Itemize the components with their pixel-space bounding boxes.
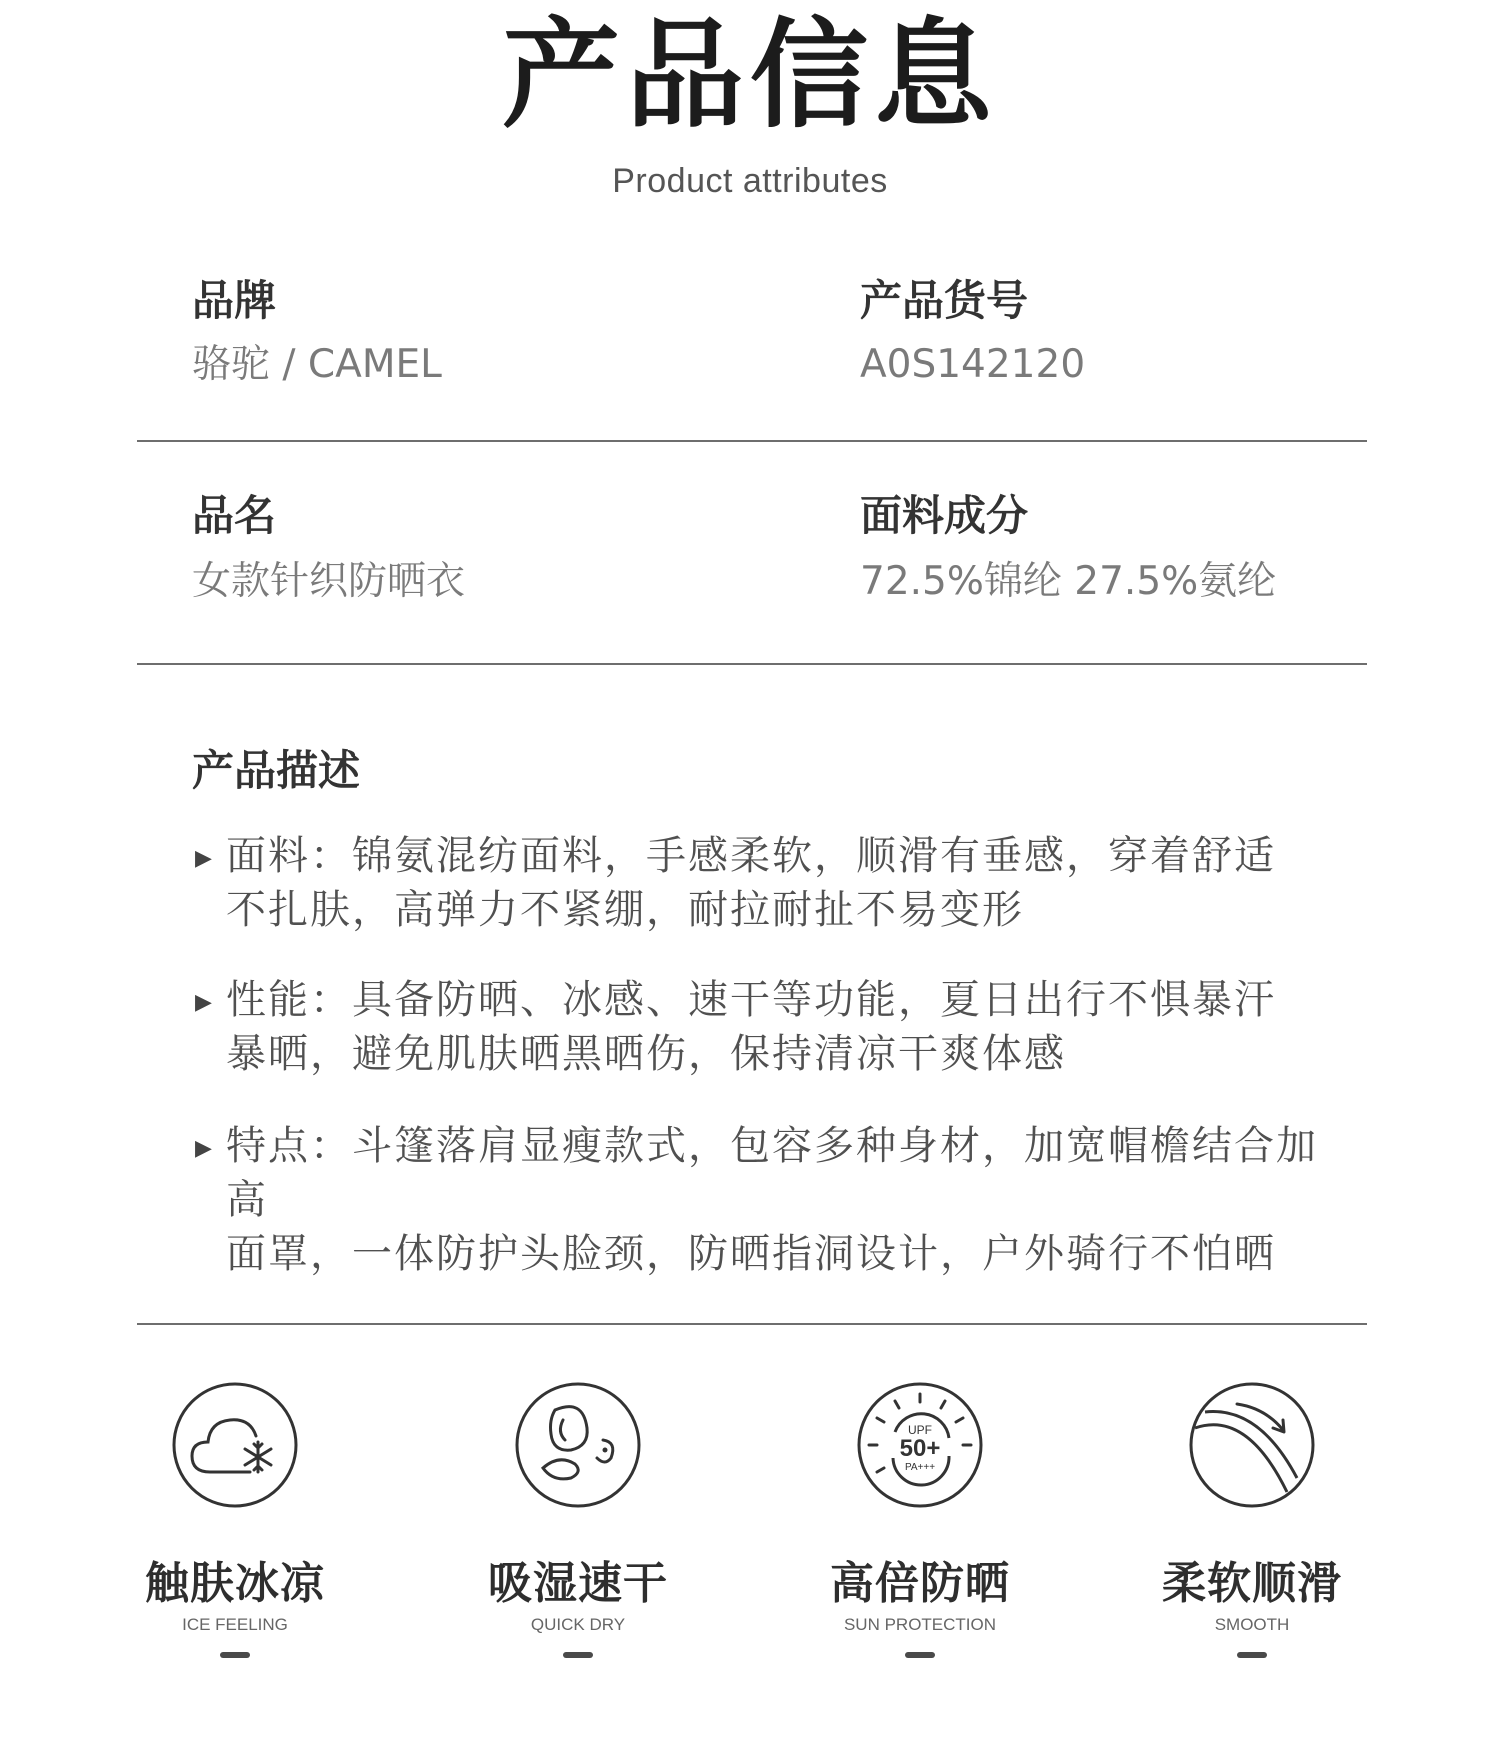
feature-name: 触肤冰凉: [145, 1558, 325, 1609]
product-name-value: 女款针织防晒衣: [192, 559, 466, 604]
fabric-label: 面料成分: [860, 491, 1029, 540]
feature-bar: [1237, 1652, 1267, 1658]
feature-name: 吸湿速干: [488, 1558, 668, 1609]
description-line: 面罩，一体防护头脸颈，防晒指洞设计，户外骑行不怕晒: [226, 1231, 1276, 1277]
feature-name: 高倍防晒: [830, 1558, 1010, 1609]
feature-ice-feeling: [65, 1380, 405, 1658]
cloud-snowflake-icon: [170, 1380, 300, 1510]
description-item: [226, 829, 1356, 937]
bullet-icon: ▶: [195, 1136, 212, 1161]
item-number-value: A0S142120: [860, 342, 1086, 387]
description-line: 不扎肤，高弹力不紧绷，耐拉耐扯不易变形: [226, 887, 1024, 933]
feature-english: QUICK DRY: [530, 1615, 626, 1634]
sun-upf-icon: [855, 1380, 985, 1510]
feature-english: SUN PROTECTION: [843, 1615, 997, 1634]
feature-bar: [563, 1652, 593, 1658]
page-title: 产品信息: [501, 6, 998, 144]
item-number-label: 产品货号: [860, 276, 1029, 325]
feature-sun-protection: [750, 1380, 1090, 1658]
fabric-value: 72.5%锦纶 27.5%氨纶: [860, 559, 1277, 604]
feature-quick-dry: [408, 1380, 748, 1658]
description-title: 产品描述: [192, 746, 361, 795]
feature-name: 柔软顺滑: [1162, 1558, 1342, 1609]
feature-english: ICE FEELING: [182, 1615, 288, 1634]
description-line: 暴晒，避免肌肤晒黑晒伤，保持清凉干爽体感: [226, 1031, 1066, 1077]
pa-text: PA+++: [904, 1462, 936, 1473]
description-line: 面料：锦氨混纺面料，手感柔软，顺滑有垂感，穿着舒适: [226, 833, 1276, 879]
feature-english: SMOOTH: [1214, 1615, 1290, 1634]
bullet-icon: ▶: [195, 846, 212, 871]
upf-text: UPF: [908, 1423, 932, 1437]
brand-value: 骆驼 / CAMEL: [192, 342, 442, 387]
page-subtitle: Product attributes: [612, 162, 888, 200]
brand-label: 品牌: [192, 276, 277, 325]
upf-value: 50+: [899, 1435, 941, 1462]
description-item: [226, 973, 1356, 1081]
description-item: [226, 1119, 1356, 1281]
divider: [137, 1323, 1367, 1325]
divider: [137, 663, 1367, 665]
divider: [137, 440, 1367, 442]
smooth-fabric-icon: [1187, 1380, 1317, 1510]
feature-bar: [905, 1652, 935, 1658]
product-name-label: 品名: [192, 491, 277, 540]
feature-bar: [220, 1652, 250, 1658]
description-line: 性能：具备防晒、冰感、速干等功能，夏日出行不惧暴汗: [226, 977, 1276, 1023]
feature-smooth: [1082, 1380, 1422, 1658]
water-drops-icon: [513, 1380, 643, 1510]
bullet-icon: ▶: [195, 990, 212, 1015]
description-line: 特点：斗篷落肩显瘦款式，包容多种身材，加宽帽檐结合加高: [226, 1123, 1318, 1223]
